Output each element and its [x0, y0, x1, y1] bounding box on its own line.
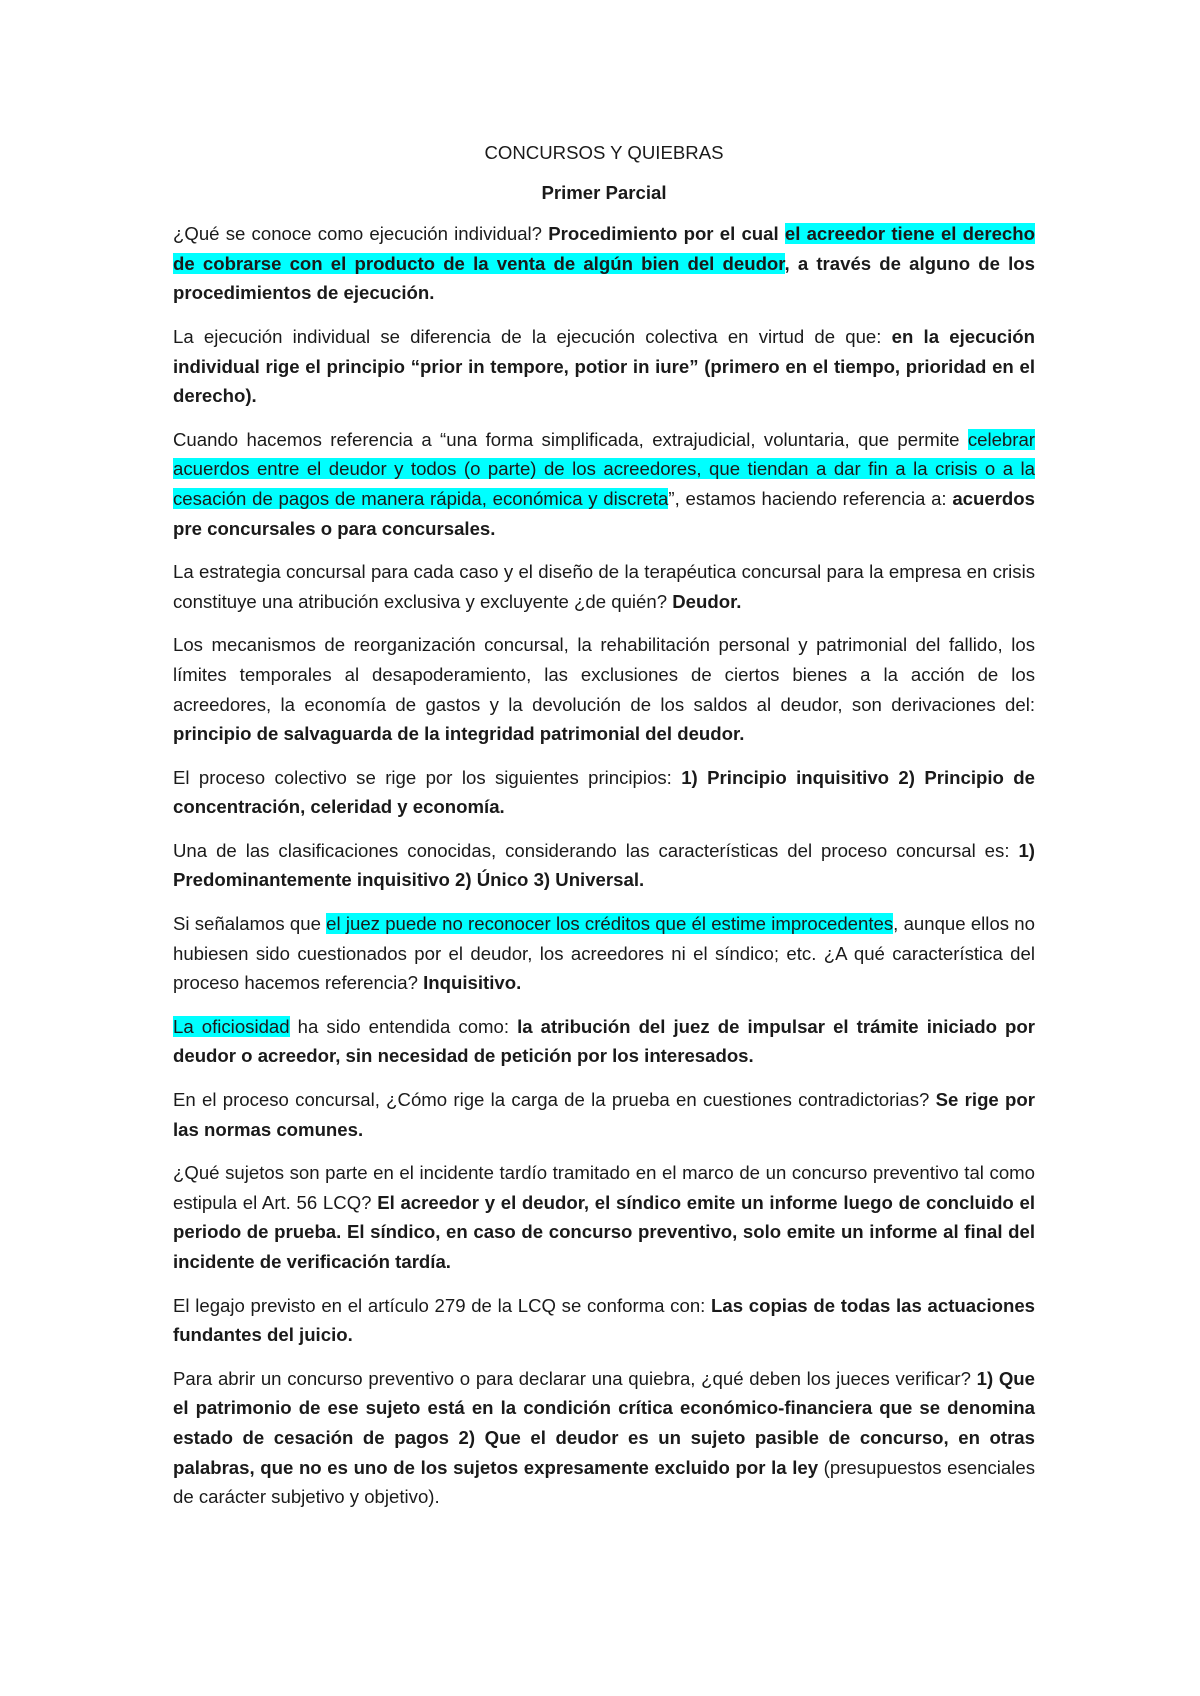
bold-run: El acreedor y el deudor, el síndico emite un informe luego de concluido el periodo de prueba. El síndico, en caso de concurso preventivo, solo emite un informe al final del incidente de verificación tardía.: [173, 1191, 1035, 1272]
bold-run: Se rige por las normas comunes.: [173, 1089, 1035, 1140]
paragraph: [173, 1012, 1035, 1071]
bold-run: Procedimiento por el cual: [548, 223, 785, 245]
document-subtitle: Primer Parcial: [541, 181, 667, 203]
highlighted-run: el juez puede no reconocer los créditos que él estime improcedentes: [326, 913, 894, 935]
text-run: , aunque ellos no hubiesen sido cuestionados por el deudor, los acreedores ni el síndico; etc. ¿A qué característica del proceso hacemos referencia?: [173, 913, 1035, 994]
text-run: Cuando hacemos referencia a “una forma simplificada, extrajudicial, voluntaria, que permite: [173, 428, 968, 450]
bold-run: Las copias de todas las actuaciones fundantes del juicio.: [173, 1294, 1036, 1346]
text-run: (presupuestos esenciales de carácter subjetivo y objetivo).: [173, 1456, 1035, 1508]
text-run: ”, estamos haciendo referencia a:: [668, 487, 953, 509]
bold-run: la atribución del juez de impulsar el trámite iniciado por deudor o acreedor, sin necesidad de petición por los interesados.: [173, 1015, 1035, 1067]
document-page: [173, 138, 1035, 1526]
paragraph: [173, 425, 1035, 543]
document-body: [173, 219, 1035, 1512]
bold-run: acuerdos pre concursales o para concursales.: [173, 487, 1035, 539]
text-run: En el proceso concursal, ¿Cómo rige la carga de la prueba en cuestiones contradictorias?: [173, 1089, 936, 1111]
highlighted-run: el acreedor tiene el derecho de cobrarse con el producto de la venta de algún bien del deudor: [173, 223, 1035, 274]
paragraph: [173, 1085, 1035, 1144]
paragraph: [173, 1364, 1035, 1512]
text-run: ¿Qué se conoce como ejecución individual?: [173, 223, 549, 245]
bold-run: Inquisitivo.: [423, 972, 522, 994]
bold-run: 1) Principio inquisitivo 2) Principio de concentración, celeridad y economía.: [173, 766, 1035, 818]
paragraph: [173, 219, 1035, 308]
text-run: ha sido entendida como:: [289, 1015, 518, 1037]
text-run: Si señalamos que: [173, 913, 327, 935]
bold-run: en la ejecución individual rige el principio “prior in tempore, potior in iure” (primero en el tiempo, prioridad en el derecho).: [173, 325, 1036, 407]
paragraph: [173, 630, 1035, 748]
text-run: Para abrir un concurso preventivo o para declarar una quiebra, ¿qué deben los jueces verificar?: [173, 1367, 977, 1389]
paragraph: [173, 557, 1035, 616]
text-run: La estrategia concursal para cada caso y el diseño de la terapéutica concursal para la empresa en crisis constituye una atribución exclusiva y excluyente ¿de quién?: [173, 561, 1035, 612]
paragraph: [173, 1291, 1035, 1350]
bold-run: 1) Predominantemente inquisitivo 2) Único 3) Universal.: [173, 839, 1035, 891]
text-run: El proceso colectivo se rige por los siguientes principios:: [173, 766, 682, 788]
bold-run: principio de salvaguarda de la integridad patrimonial del deudor.: [173, 723, 745, 745]
bold-run: Deudor.: [672, 590, 742, 612]
paragraph: [173, 322, 1035, 411]
document-title: CONCURSOS Y QUIEBRAS: [484, 142, 724, 163]
text-run: ¿Qué sujetos son parte en el incidente tardío tramitado en el marco de un concurso preventivo tal como estipula el Art. 56 LCQ?: [173, 1162, 1035, 1213]
bold-run: 1) Que el patrimonio de ese sujeto está en la condición crítica económico-financiera que se denomina estado de cesación de pagos 2) Que el deudor es un sujeto pasible de concurso, en otras palabras, que no es uno de los sujetos expresamente excluido por la ley: [173, 1367, 1035, 1478]
paragraph: [173, 909, 1035, 998]
bold-run: , a través de alguno de los procedimientos de ejecución.: [173, 252, 1035, 304]
text-run: La ejecución individual se diferencia de la ejecución colectiva en virtud de que:: [173, 325, 892, 347]
paragraph: [173, 763, 1035, 822]
text-run: El legajo previsto en el artículo 279 de la LCQ se conforma con:: [173, 1294, 712, 1316]
text-run: Una de las clasificaciones conocidas, considerando las características del proceso concursal es:: [173, 839, 1019, 861]
highlighted-run: celebrar acuerdos entre el deudor y todos (o parte) de los acreedores, que tiendan a dar fin a la crisis o a la cesación de pagos de manera rápida, económica y discreta: [173, 428, 1035, 509]
paragraph: [173, 1158, 1035, 1276]
highlighted-run: La oficiosidad: [173, 1015, 290, 1037]
text-run: Los mecanismos de reorganización concursal, la rehabilitación personal y patrimonial del fallido, los límites temporales al desapoderamiento, las exclusiones de ciertos bienes a la acción de los acreedores, la economía de gastos y la devolución de los saldos al deudor, son derivaciones del:: [173, 634, 1035, 715]
paragraph: [173, 836, 1035, 895]
